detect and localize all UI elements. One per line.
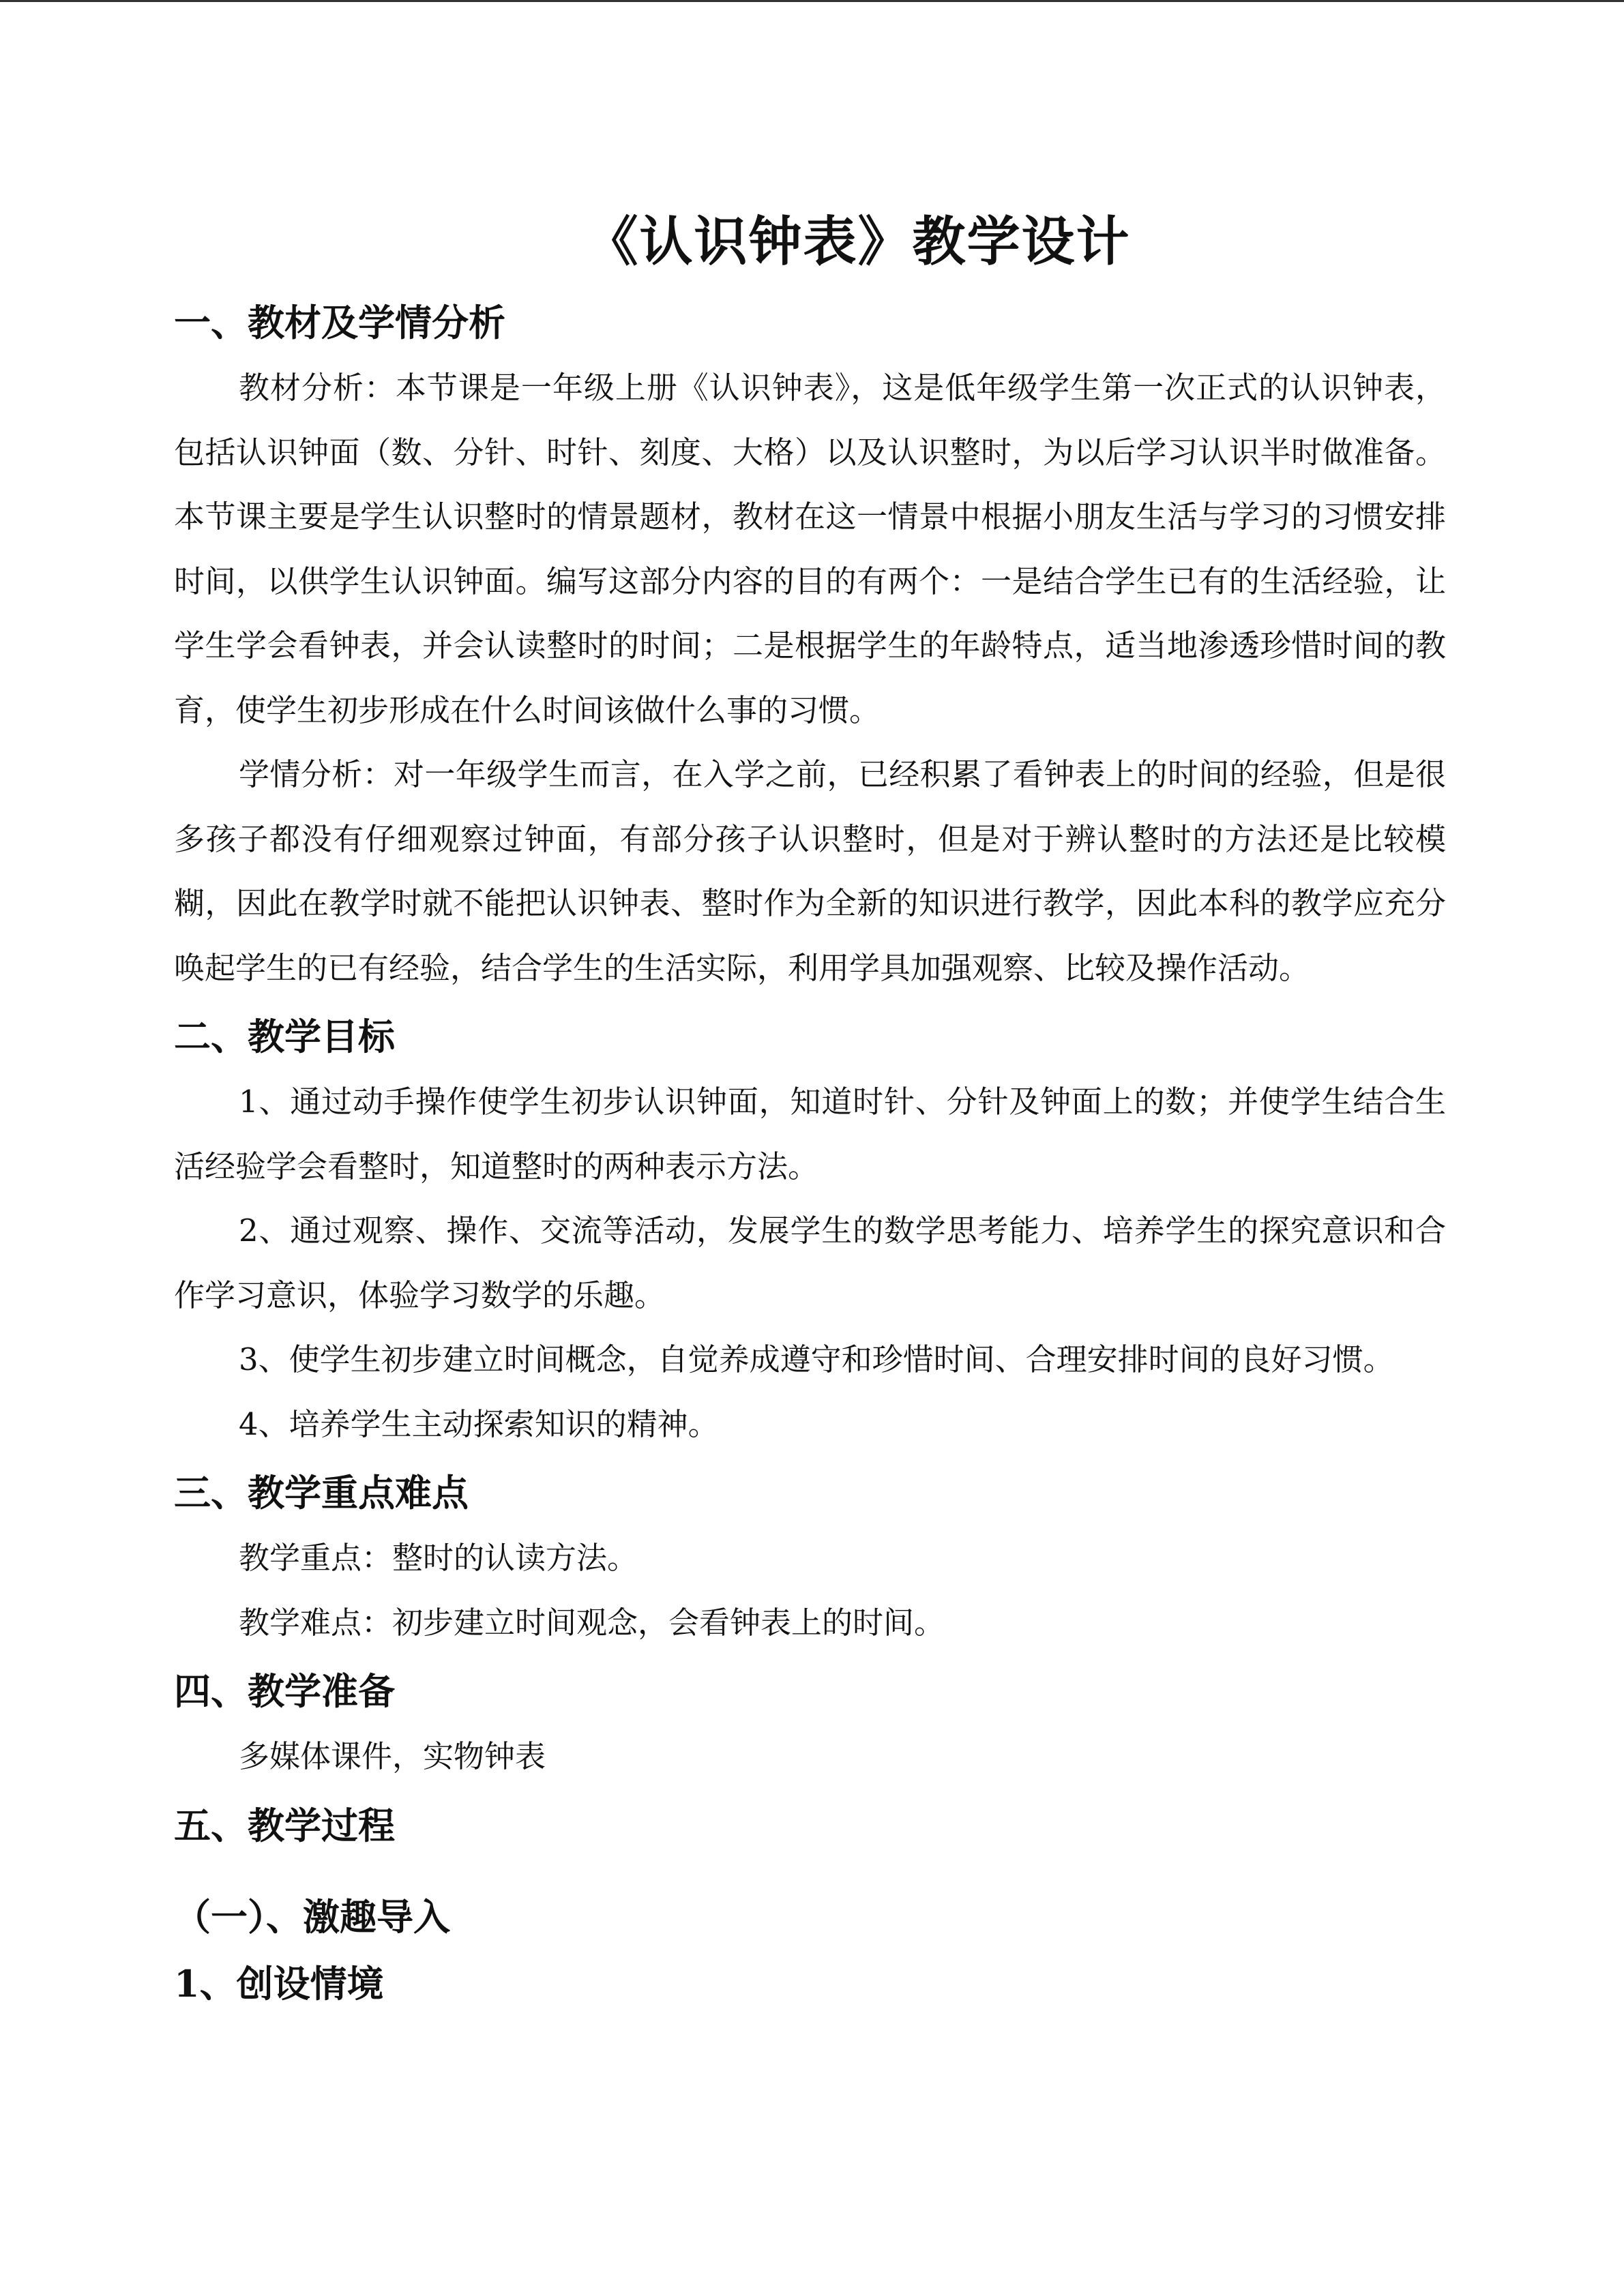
section-heading-objectives: 二、教学目标 (174, 1015, 395, 1058)
section-heading-analysis: 一、教材及学情分析 (174, 301, 505, 344)
document-title: 《认识钟表》教学设计 (585, 211, 1131, 273)
difficulty-text: 教学难点：初步建立时间观念，会看钟表上的时间。 (239, 1604, 945, 1641)
subsection-heading-scenario: 1、创设情境 (174, 1961, 384, 2006)
objective-item-3: 3、使学生初步建立时间概念，自觉养成遵守和珍惜时间、合理安排时间的良好习惯。 (239, 1341, 1394, 1377)
top-border-line (0, 0, 1624, 2)
objective-item-4: 4、培养学生主动探索知识的精神。 (239, 1405, 719, 1442)
preparation-text: 多媒体课件，实物钟表 (239, 1738, 546, 1774)
section-heading-preparation: 四、教学准备 (174, 1669, 395, 1713)
paragraph-material-analysis: 教材分析：本节课是一年级上册《认识钟表》，这是低年级学生第一次正式的认识钟表，包括认识钟面（数、分针、时针、刻度、大格）以及认识整时，为以后学习认识半时做准备。本节课主要是学生认识整时的情景题材，教材在这一情景中根据小朋友生活与学习的习惯安排时间，以供学生认识钟面。编写这部分内容的目的有两个：一是结合学生已有的生活经验，让学生学会看钟表，并会认读整时的时间；二是根据学生的年龄特点，适当地渗透珍惜时间的教育，使学生初步形成在什么时间该做什么事的习惯。 (174, 370, 1446, 728)
paragraph-student-analysis: 学情分析：对一年级学生而言，在入学之前，已经积累了看钟表上的时间的经验，但是很多孩子都没有仔细观察过钟面，有部分孩子认识整时，但是对于辨认整时的方法还是比较模糊，因此在教学时就不能把认识钟表、整时作为全新的知识进行教学，因此本科的教学应充分唤起学生的已有经验，结合学生的生活实际，利用学具加强观察、比较及操作活动。 (174, 756, 1446, 986)
key-point-text: 教学重点：整时的认读方法。 (239, 1540, 638, 1576)
section-heading-key-points: 三、教学重点难点 (174, 1471, 469, 1515)
subsection-heading-intro: （一）、激趣导入 (174, 1894, 450, 1939)
objective-item-1: 1、通过动手操作使学生初步认识钟面，知道时针、分针及钟面上的数；并使学生结合生活经验学会看整时，知道整时的两种表示方法。 (174, 1084, 1446, 1184)
section-heading-process: 五、教学过程 (174, 1803, 395, 1847)
objective-item-2: 2、通过观察、操作、交流等活动，发展学生的数学思考能力、培养学生的探究意识和合作学习意识，体验学习数学的乐趣。 (174, 1212, 1446, 1313)
document-page (174, 198, 1446, 2017)
